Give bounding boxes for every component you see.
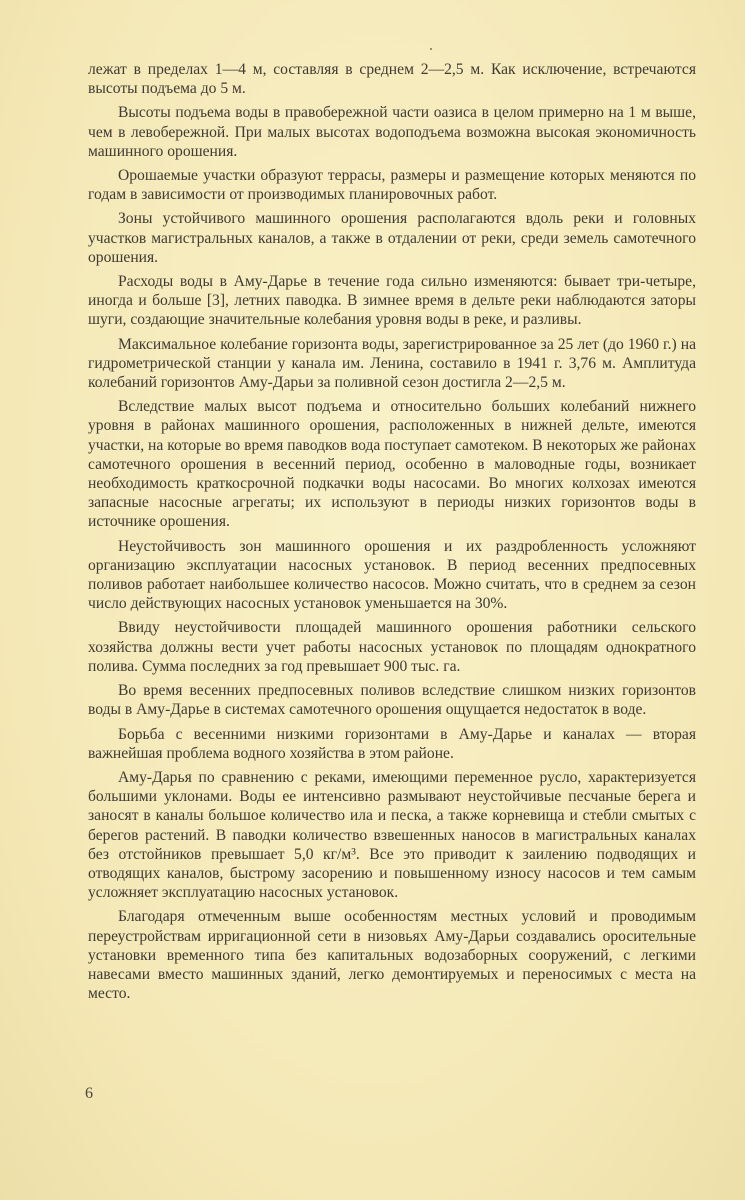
paragraph: Расходы воды в Аму-Дарье в течение года сильно изменяются: бывает три-четыре, иногда и больше [3], летних паводка. В зимнее время в дельте реки наблюдаются заторы шуги, создающие значительные колебания уровня воды в реке, и разливы. [88, 273, 696, 329]
paragraph: Орошаемые участки образуют террасы, размеры и размещение которых меняются по годам в зависимости от производимых планировочных работ. [88, 167, 696, 204]
paragraph: Вследствие малых высот подъема и относительно больших колебаний нижнего уровня в районах машинного орошения, расположенных в нижней дельте, имеются участки, на которые во время паводков вода поступает самотеком. В некоторых же районах самотечного орошения в весенний период, особенно в маловодные годы, возникает необходимость краткосрочной подкачки воды насосами. Во многих колхозах имеются запасные насосные агрегаты; их используют в периоды низких горизонтов воды в источнике орошения. [88, 398, 696, 531]
paragraph: Благодаря отмеченным выше особенностям местных условий и проводимым переустройствам ирригационной сети в низовьях Аму-Дарьи создавались оросительные установки временного типа без капитальных водозаборных сооружений, с легкими навесами вместо машинных зданий, легко демонтируемых и переносимых с места на место. [88, 908, 696, 1003]
paragraph: Максимальное колебание горизонта воды, зарегистрированное за 25 лет (до 1960 г.) на гидрометрической станции у канала им. Ленина, составило в 1941 г. 3,76 м. Амплитуда колебаний горизонтов Аму-Дарьи за поливной сезон достигла 2—2,5 м. [88, 335, 696, 392]
paragraph: Зоны устойчивого машинного орошения располагаются вдоль реки и головных участков магистральных каналов, а также в отдалении от реки, среди земель самотечного орошения. [88, 210, 696, 266]
paragraph: лежат в пределах 1—4 м, составляя в среднем 2—2,5 м. Как исключение, встречаются высоты подъема до 5 м. [88, 61, 696, 98]
paragraph: Борьба с весенними низкими горизонтами в Аму-Дарье и каналах — вторая важнейшая проблема водного хозяйства в этом районе. [88, 725, 696, 762]
paragraph: Неустойчивость зон машинного орошения и их раздробленность усложняют организацию эксплуатации насосных установок. В период весенних предпосевных поливов работает наибольшее количество насосов. Можно считать, что в среднем за сезон число действующих насосных установок уменьшается на 30%. [88, 537, 696, 613]
paragraph: Ввиду неустойчивости площадей машинного орошения работники сельского хозяйства должны вести учет работы насосных установок по площадям однократного полива. Сумма последних за год превышает 900 тыс. га. [88, 619, 696, 675]
page-number: 6 [85, 1085, 93, 1102]
paragraph: Во время весенних предпосевных поливов вследствие слишком низких горизонтов воды в Аму-Дарье в системах самотечного орошения ощущается недостаток в воде. [88, 682, 696, 719]
print-speck [430, 48, 432, 50]
paragraph: Высоты подъема воды в правобережной части оазиса в целом примерно на 1 м выше, чем в левобережной. При малых высотах водоподъема возможна высокая экономичность машинного орошения. [88, 104, 696, 160]
paragraph: Аму-Дарья по сравнению с реками, имеющими переменное русло, характеризуется большими уклонами. Воды ее интенсивно размывают неустойчивые песчаные берега и заносят в каналы большое количество ила и песка, а также корневища и стебли смытых с берегов растений. В паводки количество взвешенных наносов в магистральных каналах без отстойников превышает 5,0 кг/м³. Все это приводит к заилению подводящих и отводящих каналов, быстрому засорению и повышенному износу насосов и тем самым усложняет эксплуатацию насосных установок. [88, 768, 696, 902]
page-body [88, 60, 696, 1008]
